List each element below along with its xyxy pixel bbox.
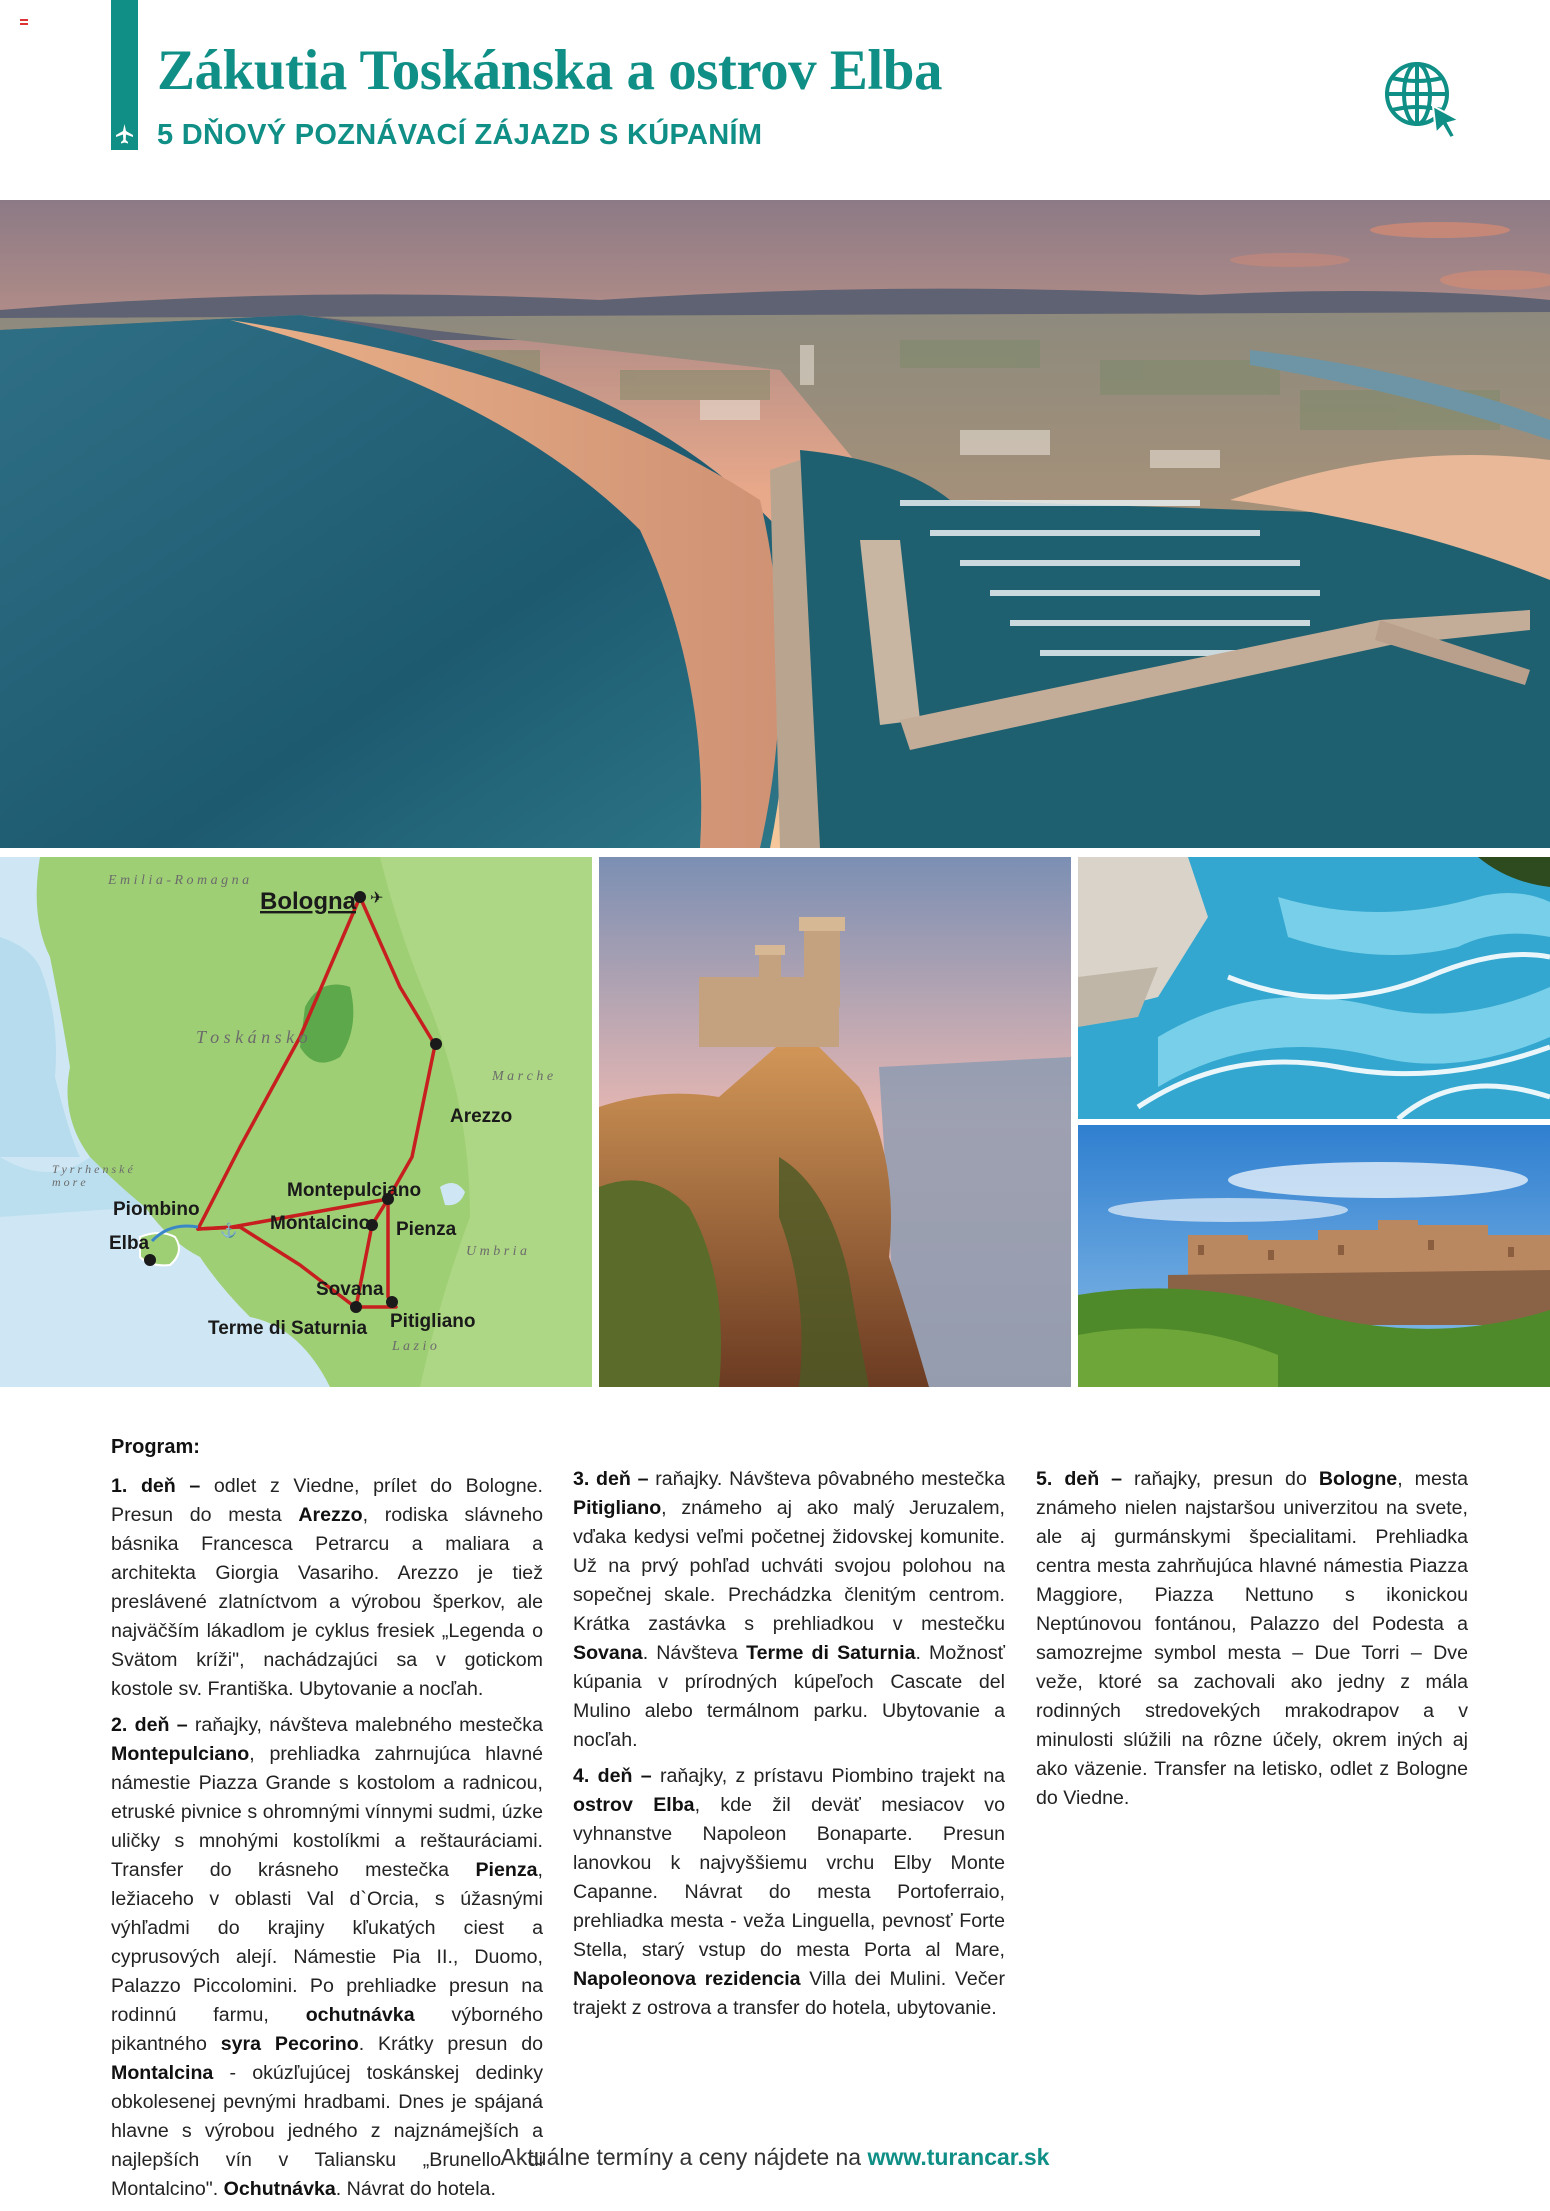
program-column-1 <box>111 1433 543 2211</box>
photo-castle-on-cliff <box>599 857 1071 1387</box>
footer-text: Aktuálne termíny a ceny nájdete na <box>500 2144 868 2170</box>
map-label-montepulciano: Montepulciano <box>287 1180 422 1201</box>
program-day-2: 2. deň – raňajky, návšteva malebného mestečka Montepulciano, prehliadka zahrnujúca hlavné námestie Piazza Grande s kostolom a radnicou, etruské pivnice s ohromnými vínnymi sudmi, úzke uličky s mnohými kostolíkmi a reštauráciami. Transfer do krásneho mestečka Pienza, ležiaceho v oblasti Val d`Orcia, s úžasnými výhľadmi do krajiny kľukatých ciest a cyprusových alejí. Námestie Pia II., Duomo, Palazzo Piccolomini. Po prehliadke presun na rodinnú farmu, ochutnávka výborného pikantného syra Pecorino. Krátky presun do Montalcina - okúzľujúcej toskánskej dedinky obkolesenej pevnými hradbami. Dnes je spájaná hlavne s výrobou jedného z najznámejších a najlepších vín v Taliansku „Brunello di Montalcino". Ochutnávka. Návrat do hotela. <box>111 1714 543 2200</box>
map-label-bologna: Bologna <box>260 888 356 915</box>
program-day-3: 3. deň – raňajky. Návšteva pôvabného mestečka Pitigliano, známeho aj ako malý Jeruzalem, vďaka kedysi veľmi početnej židovskej komunite. Už na prvý pohľad uchváti svojou polohou na sopečnej skale. Prechádzka členitým centrom. Krátka zastávka s prehliadkou v mestečku Sovana. Návšteva Terme di Saturnia. Možnosť kúpania v prírodných kúpeľoch Cascate del Mulino alebo termálnom parku. Ubytovanie a nocľah. <box>573 1468 1005 1751</box>
map-label-piombino: Piombino <box>113 1199 200 1220</box>
footer-website-link[interactable]: www.turancar.sk <box>867 2144 1050 2170</box>
flag-icon <box>20 19 28 25</box>
map-label-montalcino: Montalcino <box>270 1213 371 1234</box>
map-sea-label-1: T y r r h e n s k é <box>52 1162 133 1176</box>
program-day-1: 1. deň – odlet z Viedne, prílet do Bologne. Presun do mesta Arezzo, rodiska slávneho básnika Francesca Petrarcu a maliara a architekta Giorgia Vasariho. Arezzo je tiež preslávené zlatníctvom a výrobou šperkov, ale najväčším lákadlom je cyklus fresiek „Legenda o Svätom kríži", nachádzajúci sa v gotickom kostole sv. Františka. Ubytovanie a nocľah. <box>111 1475 543 1700</box>
map-label-sovana: Sovana <box>316 1279 384 1300</box>
map-region-marche: M a r c h e <box>492 1069 554 1084</box>
map-region-lazio: L a z i o <box>392 1339 437 1354</box>
title-accent-bar <box>111 0 138 118</box>
svg-text:✈: ✈ <box>370 890 384 907</box>
route-map <box>0 857 592 1387</box>
map-label-arezzo: Arezzo <box>450 1106 513 1127</box>
program-day-4: 4. deň – raňajky, z prístavu Piombino trajekt na ostrov Elba, kde žil deväť mesiacov vo vyhnanstve Napoleon Bonaparte. Presun lanovkou k najvyššiemu vrchu Elby Monte Capanne. Návrat do mesta Portoferraio, prehliadka mesta - veža Linguella, pevnosť Forte Stella, starý vstup do mesta Porta al Mare, Napoleonova rezidencia Villa dei Mulini. Večer trajekt z ostrova a transfer do hotela, ubytovanie. <box>573 1765 1005 2019</box>
program-column-2 <box>573 1465 1005 2030</box>
globe-cursor-icon[interactable] <box>1381 58 1465 142</box>
photo-saturnia-pools <box>1078 857 1550 1119</box>
plane-icon <box>111 118 138 150</box>
map-region-toskansko: T o s k á n s k o <box>196 1027 308 1047</box>
program-column-3 <box>1036 1465 1468 1820</box>
page-subtitle: 5 DŇOVÝ POZNÁVACÍ ZÁJAZD S KÚPANÍM <box>157 119 763 151</box>
photo-pitigliano-town <box>1078 1125 1550 1387</box>
program-heading: Program: <box>111 1436 200 1458</box>
map-sea-label-2: m o r e <box>52 1175 86 1189</box>
map-label-elba: Elba <box>109 1233 150 1254</box>
map-label-pitigliano: Pitigliano <box>390 1311 476 1332</box>
map-label-saturnia: Terme di Saturnia <box>208 1318 368 1339</box>
program-day-5: 5. deň – raňajky, presun do Bologne, mesta známeho nielen najstaršou univerzitou na svete, ale aj gurmánskymi špecialitami. Prehliadka centra mesta zahrňujúca hlavné námestia Piazza Maggiore, Piazza Nettuno s ikonickou Neptúnovou fontánou, Palazzo del Podesta a samozrejme symbol mesta – Due Torri – Dve veže, ktoré sa zachovali ako jedny z mála rodinných stredovekých mrakodrapov a v minulosti slúžili na rôzne účely, okrem iných aj ako väzenie. Transfer na letisko, odlet z Bologne do Viedne. <box>1036 1468 1469 1809</box>
svg-text:⚓: ⚓ <box>220 1222 238 1238</box>
map-region-umbria: U m b r i a <box>466 1244 528 1259</box>
map-label-pienza: Pienza <box>396 1219 457 1240</box>
footer <box>0 2144 1550 2171</box>
page-title: Zákutia Toskánska a ostrov Elba <box>157 39 942 102</box>
map-region-emilia: E m i l i a - R o m a g n a <box>108 873 250 888</box>
hero-photo-coast <box>0 200 1550 848</box>
